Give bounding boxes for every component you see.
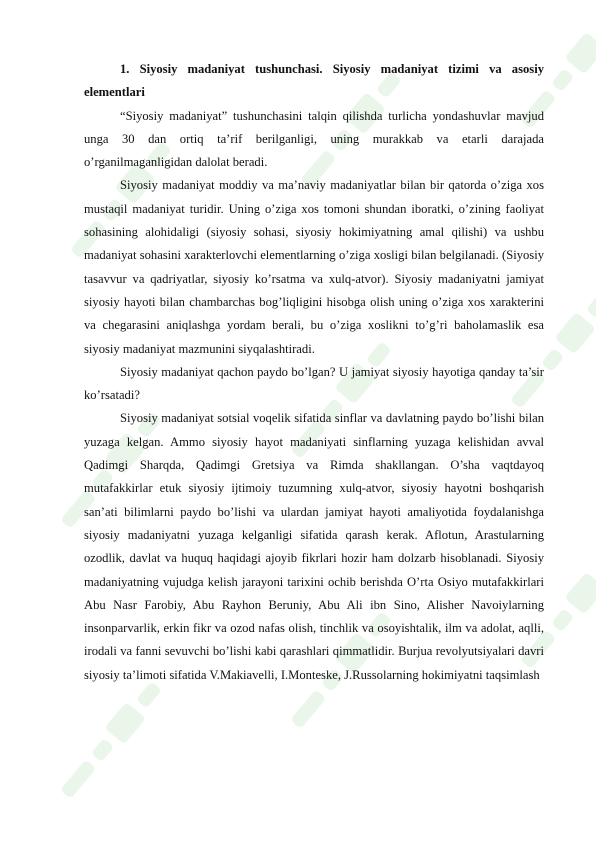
paragraph-1: “Siyosiy madaniyat” tushunchasini talqin qilishda turlicha yondashuvlar mavjud unga 30 dan ortiq ta’rif berilganligi, uning murakkab va etarli darajada o’rganilmaganligidan dalolat beradi.: [84, 108, 544, 170]
watermark-mark: [55, 677, 166, 802]
paragraph-2: Siyosiy madaniyat moddiy va ma’naviy madaniyatlar bilan bir qatorda o’ziga xos mustaqil madaniyat turidir. Uning o’ziga xos tomoni shundan iboratki, o’zining faoliyat sohasining alohidaligi (siyosiy sohasi, siyosiy hokimiyatning amal qilishi) va ushbu madaniyat sohasini xarakterlovchi elementlarning o’ziga xosligi bilan belgilanadi. (Siyosiy tasavvur va qadriyatlar, siyosiy ko’rsatma va xulq-atvor). Siyosiy madaniyatni jamiyat siyosiy hayoti bilan chambarchas bog’liqligini hisobga olish uning o’ziga xos xarakterini va chegarasini aniqlashga yordam berali, bu o’ziga xoslikni to’g’ri baholamaslik esa siyosiy madaniyat mazmunini siyqalashtiradi.: [84, 178, 544, 356]
section-heading: 1. Siyosiy madaniyat tushunchasi. Siyosiy madaniyat tizimi va asosiy elementlari: [84, 62, 544, 100]
paragraph-4: Siyosiy madaniyat sotsial voqelik sifatida sinflar va davlatning paydo bo’lishi bilan yuzaga kelgan. Ammo siyosiy hayot madaniyati sinflarning yuzaga kelishidan avval Qadimgi Sharqda, Qadimgi Gretsiya va Rimda shakllangan. O’sha vaqtdayoq mutafakkirlar etuk siyosiy ijtimoiy tuzumning xulq-atvor, siyosiy hayotni boshqarish san’ati bilimlarni paydo bo’lishi va ulardan jamiyat hayoti amaliyotida foydalanishga siyosiy madaniyatni yuzaga kelganligi sifatida qarash kerak. Aflotun, Arastularning ozodlik, davlat va huquq haqidagi ajoyib fikrlari hozir ham dolzarb hisoblanadi. Siyosiy madaniyatning vujudga kelish jarayoni tarixini ochib berishda O’rta Osiyo mutafakkirlari Abu Nasr Farobiy, Abu Rayhon Beruniy, Abu Ali ibn Sino, Alisher Navoiylarning insonparvarlik, erkin fikr va ozod nafas olish, tinchlik va osoyishtalik, ilm va adolat, aqlli, irodali va fanni sevuvchi bo’lishi kabi qarashlari qimmatlidir. Burjua revolyutsiyalari davri siyosiy ta’limoti sifatida V.Makiavelli, I.Monteske, J.Russolarning hokimiyatni taqsimlash: [84, 411, 544, 682]
paragraph-3: Siyosiy madaniyat qachon paydo bo’lgan? U jamiyat siyosiy hayotiga qanday ta’sir ko’rsatadi?: [84, 364, 544, 403]
document-body: [84, 58, 544, 687]
